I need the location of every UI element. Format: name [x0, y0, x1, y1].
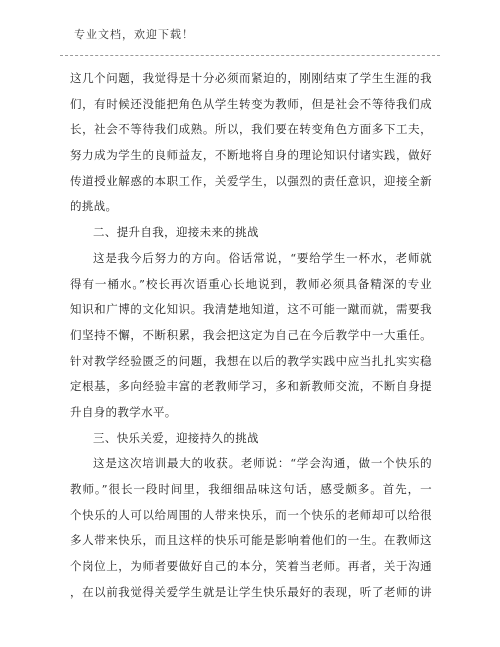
- body-text-line: 定根基，多向经验丰富的老教师学习，多和新教师交流，不断自身提: [70, 379, 432, 394]
- body-text-line: 二、提升自我，迎接未来的挑战: [93, 225, 259, 240]
- body-text-line: 个快乐的人可以给周围的人带来快乐，而一个快乐的老师却可以给很: [70, 507, 432, 522]
- body-text-line: 的挑战。: [70, 199, 118, 214]
- body-text-line: 传道授业解惑的本职工作，关爱学生，以强烈的责任意识，迎接全新: [70, 173, 432, 188]
- body-text-line: ，在以前我觉得关爱学生就是让学生快乐最好的表现，听了老师的讲: [70, 584, 432, 599]
- body-text-line: 得有一桶水。”校长再次语重心长地说到，教师必须具备精深的专业: [70, 276, 432, 291]
- body-text-line: 努力成为学生的良师益友，不断地将自身的理论知识付诸实践，做好: [70, 148, 432, 163]
- document-body: [70, 66, 432, 605]
- page-header: 专业文档，欢迎下载！: [74, 28, 194, 41]
- body-text-line: 三、快乐关爱，迎接持久的挑战: [93, 430, 259, 445]
- body-text-line: 长，社会不等待我们成熟。所以，我们要在转变角色方面多下工夫，: [70, 122, 432, 137]
- body-text-line: 这几个问题，我觉得是十分必须而紧迫的，刚刚结束了学生生涯的我: [70, 71, 432, 85]
- body-text-line: 个岗位上，为师者要做好自己的本分，笑着当老师。再者，关于沟通: [70, 559, 432, 574]
- body-text-line: 教师。”很长一段时间里，我细细品味这句话，感受颇多。首先，一: [70, 482, 432, 496]
- body-text-line: 多人带来快乐，而且这样的快乐可能是影响着他们的一生。在教师这: [70, 533, 432, 548]
- body-text-line: 这是这次培训最大的收获。老师说：“学会沟通，做一个快乐的: [93, 456, 432, 471]
- body-text-line: 们，有时候还没能把角色从学生转变为教师，但是社会不等待我们成: [70, 96, 432, 111]
- body-text-line: 针对教学经验匮乏的问题，我想在以后的教学实践中应当扎扎实实稳: [70, 353, 432, 368]
- body-text-line: 这是我今后努力的方向。俗话常说，“要给学生一杯水，老师就: [93, 250, 432, 265]
- header-divider: [60, 55, 440, 56]
- body-text-line: 知识和广博的文化知识。我清楚地知道，这不可能一蹴而就，需要我: [70, 302, 432, 317]
- body-text-line: 们坚持不懈，不断积累，我会把这定为自己在今后教学中一大重任。: [70, 327, 432, 342]
- body-text-line: 升自身的教学水平。: [70, 404, 177, 419]
